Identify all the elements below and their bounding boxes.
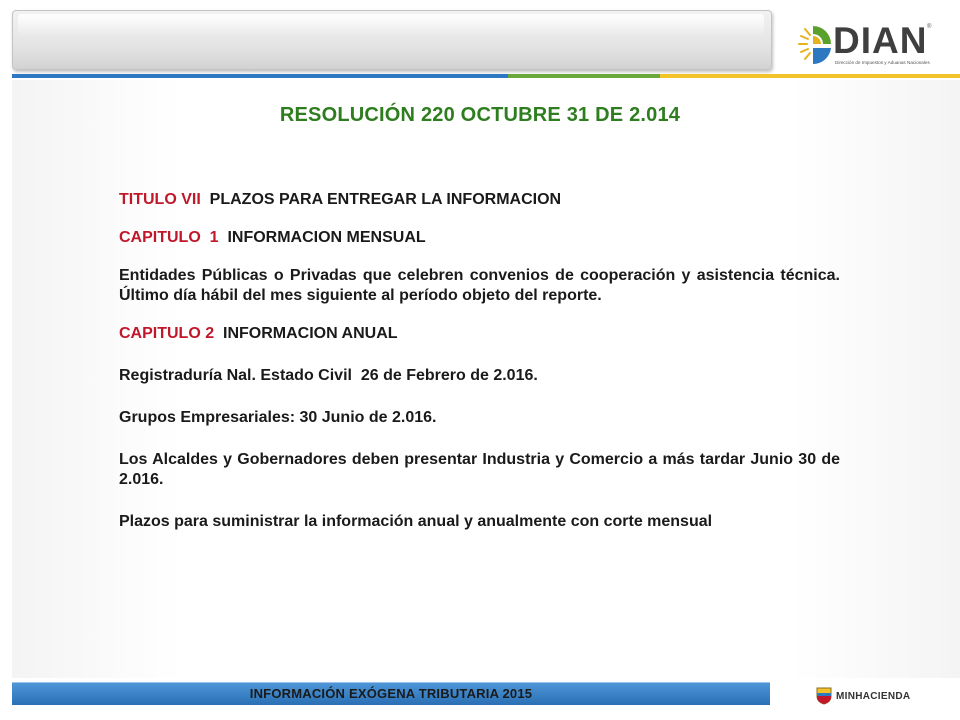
capitulo-1-heading xyxy=(119,228,840,248)
dian-logo-wordmark: DIAN xyxy=(833,20,928,61)
grupos-paragraph: Grupos Empresariales: 30 Junio de 2.016. xyxy=(119,409,437,426)
titulo-text: PLAZOS PARA ENTREGAR LA INFORMACION xyxy=(200,191,562,208)
registraduria-paragraph: Registraduría Nal. Estado Civil 26 de Febrero de 2.016. xyxy=(119,367,538,384)
minhacienda-logo xyxy=(804,683,944,709)
slide-body xyxy=(119,190,840,532)
capitulo-1-label: CAPITULO 1 xyxy=(119,229,219,246)
header-stripe-green xyxy=(508,74,660,78)
alcaldes-paragraph: Los Alcaldes y Gobernadores deben presentar Industria y Comercio a más tardar Junio 30 de 2.016. xyxy=(119,451,840,488)
entidades-paragraph: Entidades Públicas o Privadas que celebren convenios de cooperación y asistencia técnica. Último día hábil del mes siguiente al período objeto del reporte. xyxy=(119,267,840,304)
capitulo-2-heading xyxy=(119,324,840,344)
dian-logo-registered-mark: ® xyxy=(927,24,932,30)
dian-sun-icon xyxy=(795,14,835,70)
footer-title: INFORMACIÓN EXÓGENA TRIBUTARIA 2015 xyxy=(249,686,533,701)
header-stripe-yellow xyxy=(660,74,960,78)
minhacienda-label: MINHACIENDA xyxy=(836,691,911,702)
footer-bar xyxy=(12,682,770,705)
header-banner-shine xyxy=(18,14,764,36)
plazos-paragraph: Plazos para suministrar la información anual y anualmente con corte mensual xyxy=(119,513,713,530)
capitulo-1-text: INFORMACION MENSUAL xyxy=(218,229,426,246)
titulo-label: TITULO VII xyxy=(119,191,201,208)
titulo-heading xyxy=(119,190,840,210)
header-stripe-blue xyxy=(12,74,508,78)
colombia-shield-icon xyxy=(816,687,832,705)
capitulo-2-label: CAPITULO 2 xyxy=(119,325,215,342)
dian-logo xyxy=(795,14,945,70)
slide-title: RESOLUCIÓN 220 OCTUBRE 31 DE 2.014 xyxy=(279,104,681,126)
dian-logo-subtitle: Dirección de Impuestos y Aduanas Nacionales xyxy=(835,60,930,65)
capitulo-2-text: INFORMACION ANUAL xyxy=(214,325,398,342)
